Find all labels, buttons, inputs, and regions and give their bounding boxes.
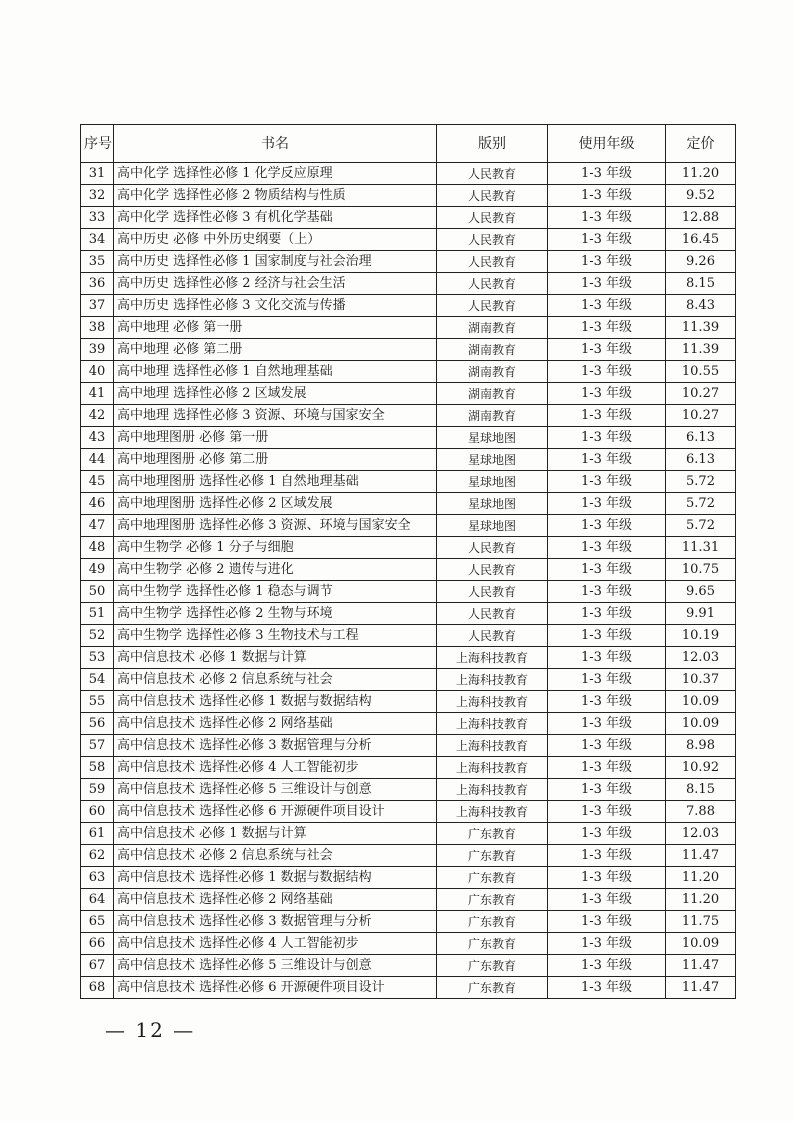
price-cell: 16.45: [666, 229, 736, 251]
row-index-cell: 40: [81, 361, 114, 383]
grade-level-cell: 1-3 年级: [548, 603, 666, 625]
table-row: [81, 933, 736, 955]
publisher-cell: 人民教育: [437, 537, 548, 559]
row-index-cell: 65: [81, 911, 114, 933]
table-row: [81, 955, 736, 977]
price-cell: 6.13: [666, 449, 736, 471]
table-row: [81, 229, 736, 251]
book-title-cell: 高中地理图册 选择性必修 3 资源、环境与国家安全: [114, 515, 437, 537]
book-title-cell: 高中生物学 必修 1 分子与细胞: [114, 537, 437, 559]
grade-level-cell: 1-3 年级: [548, 317, 666, 339]
grade-level-cell: 1-3 年级: [548, 405, 666, 427]
row-index-cell: 42: [81, 405, 114, 427]
row-index-cell: 37: [81, 295, 114, 317]
book-title-cell: 高中信息技术 选择性必修 4 人工智能初步: [114, 933, 437, 955]
grade-level-cell: 1-3 年级: [548, 185, 666, 207]
publisher-cell: 上海科技教育: [437, 647, 548, 669]
book-title-cell: 高中历史 选择性必修 2 经济与社会生活: [114, 273, 437, 295]
row-index-cell: 62: [81, 845, 114, 867]
grade-level-cell: 1-3 年级: [548, 955, 666, 977]
grade-level-cell: 1-3 年级: [548, 493, 666, 515]
price-cell: 11.47: [666, 845, 736, 867]
price-cell: 9.52: [666, 185, 736, 207]
row-index-cell: 34: [81, 229, 114, 251]
book-title-cell: 高中信息技术 选择性必修 1 数据与数据结构: [114, 867, 437, 889]
publisher-cell: 上海科技教育: [437, 691, 548, 713]
book-title-cell: 高中地理图册 选择性必修 1 自然地理基础: [114, 471, 437, 493]
book-title-cell: 高中化学 选择性必修 1 化学反应原理: [114, 163, 437, 185]
table-row: [81, 713, 736, 735]
grade-level-cell: 1-3 年级: [548, 427, 666, 449]
header-grade: 使用年级: [548, 125, 666, 163]
publisher-cell: 人民教育: [437, 207, 548, 229]
price-cell: 11.20: [666, 889, 736, 911]
grade-level-cell: 1-3 年级: [548, 251, 666, 273]
table-row: [81, 603, 736, 625]
price-cell: 7.88: [666, 801, 736, 823]
book-title-cell: 高中信息技术 选择性必修 3 数据管理与分析: [114, 911, 437, 933]
price-cell: 11.31: [666, 537, 736, 559]
publisher-cell: 人民教育: [437, 295, 548, 317]
book-title-cell: 高中历史 选择性必修 3 文化交流与传播: [114, 295, 437, 317]
publisher-cell: 湖南教育: [437, 361, 548, 383]
table-row: [81, 427, 736, 449]
table-row: [81, 911, 736, 933]
grade-level-cell: 1-3 年级: [548, 779, 666, 801]
row-index-cell: 63: [81, 867, 114, 889]
publisher-cell: 广东教育: [437, 933, 548, 955]
table-row: [81, 559, 736, 581]
book-title-cell: 高中信息技术 选择性必修 4 人工智能初步: [114, 757, 437, 779]
table-row: [81, 361, 736, 383]
table-row: [81, 383, 736, 405]
publisher-cell: 星球地图: [437, 471, 548, 493]
row-index-cell: 64: [81, 889, 114, 911]
table-row: [81, 405, 736, 427]
book-title-cell: 高中生物学 选择性必修 3 生物技术与工程: [114, 625, 437, 647]
row-index-cell: 43: [81, 427, 114, 449]
row-index-cell: 41: [81, 383, 114, 405]
row-index-cell: 45: [81, 471, 114, 493]
book-title-cell: 高中地理 选择性必修 2 区域发展: [114, 383, 437, 405]
price-cell: 6.13: [666, 427, 736, 449]
grade-level-cell: 1-3 年级: [548, 515, 666, 537]
publisher-cell: 广东教育: [437, 955, 548, 977]
price-cell: 5.72: [666, 493, 736, 515]
row-index-cell: 68: [81, 977, 114, 999]
book-title-cell: 高中信息技术 选择性必修 5 三维设计与创意: [114, 955, 437, 977]
publisher-cell: 星球地图: [437, 515, 548, 537]
publisher-cell: 星球地图: [437, 427, 548, 449]
row-index-cell: 32: [81, 185, 114, 207]
book-title-cell: 高中地理 选择性必修 1 自然地理基础: [114, 361, 437, 383]
price-cell: 12.88: [666, 207, 736, 229]
row-index-cell: 48: [81, 537, 114, 559]
grade-level-cell: 1-3 年级: [548, 889, 666, 911]
price-cell: 10.92: [666, 757, 736, 779]
publisher-cell: 人民教育: [437, 185, 548, 207]
table-row: [81, 757, 736, 779]
table-row: [81, 185, 736, 207]
table-row: [81, 163, 736, 185]
table-row: [81, 691, 736, 713]
price-cell: 11.47: [666, 955, 736, 977]
row-index-cell: 50: [81, 581, 114, 603]
grade-level-cell: 1-3 年级: [548, 823, 666, 845]
table-header-row: [81, 125, 736, 163]
grade-level-cell: 1-3 年级: [548, 977, 666, 999]
grade-level-cell: 1-3 年级: [548, 933, 666, 955]
price-cell: 12.03: [666, 823, 736, 845]
price-cell: 8.43: [666, 295, 736, 317]
price-cell: 9.65: [666, 581, 736, 603]
grade-level-cell: 1-3 年级: [548, 471, 666, 493]
publisher-cell: 人民教育: [437, 251, 548, 273]
book-title-cell: 高中地理 必修 第二册: [114, 339, 437, 361]
table-row: [81, 779, 736, 801]
price-cell: 9.26: [666, 251, 736, 273]
publisher-cell: 人民教育: [437, 581, 548, 603]
book-title-cell: 高中信息技术 选择性必修 1 数据与数据结构: [114, 691, 437, 713]
row-index-cell: 58: [81, 757, 114, 779]
grade-level-cell: 1-3 年级: [548, 229, 666, 251]
grade-level-cell: 1-3 年级: [548, 339, 666, 361]
book-title-cell: 高中生物学 选择性必修 2 生物与环境: [114, 603, 437, 625]
table-row: [81, 295, 736, 317]
grade-level-cell: 1-3 年级: [548, 867, 666, 889]
table-row: [81, 647, 736, 669]
table-body: [81, 163, 736, 999]
table-row: [81, 845, 736, 867]
table-row: [81, 801, 736, 823]
row-index-cell: 39: [81, 339, 114, 361]
publisher-cell: 广东教育: [437, 823, 548, 845]
row-index-cell: 60: [81, 801, 114, 823]
grade-level-cell: 1-3 年级: [548, 383, 666, 405]
price-cell: 8.15: [666, 779, 736, 801]
row-index-cell: 53: [81, 647, 114, 669]
table-row: [81, 339, 736, 361]
table-row: [81, 735, 736, 757]
book-title-cell: 高中生物学 选择性必修 1 稳态与调节: [114, 581, 437, 603]
price-cell: 10.19: [666, 625, 736, 647]
grade-level-cell: 1-3 年级: [548, 581, 666, 603]
table-row: [81, 273, 736, 295]
book-title-cell: 高中地理 必修 第一册: [114, 317, 437, 339]
table-row: [81, 207, 736, 229]
table-row: [81, 581, 736, 603]
price-cell: 10.09: [666, 713, 736, 735]
grade-level-cell: 1-3 年级: [548, 647, 666, 669]
row-index-cell: 67: [81, 955, 114, 977]
row-index-cell: 51: [81, 603, 114, 625]
grade-level-cell: 1-3 年级: [548, 735, 666, 757]
row-index-cell: 49: [81, 559, 114, 581]
book-title-cell: 高中信息技术 必修 1 数据与计算: [114, 823, 437, 845]
grade-level-cell: 1-3 年级: [548, 537, 666, 559]
header-publisher: 版别: [437, 125, 548, 163]
publisher-cell: 上海科技教育: [437, 779, 548, 801]
publisher-cell: 广东教育: [437, 867, 548, 889]
publisher-cell: 上海科技教育: [437, 713, 548, 735]
publisher-cell: 星球地图: [437, 449, 548, 471]
grade-level-cell: 1-3 年级: [548, 669, 666, 691]
table-row: [81, 625, 736, 647]
price-cell: 9.91: [666, 603, 736, 625]
grade-level-cell: 1-3 年级: [548, 911, 666, 933]
row-index-cell: 44: [81, 449, 114, 471]
price-cell: 10.37: [666, 669, 736, 691]
table-row: [81, 823, 736, 845]
grade-level-cell: 1-3 年级: [548, 361, 666, 383]
book-title-cell: 高中信息技术 选择性必修 3 数据管理与分析: [114, 735, 437, 757]
row-index-cell: 57: [81, 735, 114, 757]
publisher-cell: 上海科技教育: [437, 735, 548, 757]
grade-level-cell: 1-3 年级: [548, 625, 666, 647]
price-cell: 11.39: [666, 339, 736, 361]
book-title-cell: 高中历史 选择性必修 1 国家制度与社会治理: [114, 251, 437, 273]
price-cell: 10.27: [666, 405, 736, 427]
book-title-cell: 高中地理图册 选择性必修 2 区域发展: [114, 493, 437, 515]
price-cell: 8.98: [666, 735, 736, 757]
publisher-cell: 广东教育: [437, 889, 548, 911]
publisher-cell: 广东教育: [437, 845, 548, 867]
publisher-cell: 上海科技教育: [437, 757, 548, 779]
price-cell: 10.55: [666, 361, 736, 383]
price-cell: 5.72: [666, 471, 736, 493]
table-row: [81, 515, 736, 537]
header-price: 定价: [666, 125, 736, 163]
row-index-cell: 33: [81, 207, 114, 229]
grade-level-cell: 1-3 年级: [548, 845, 666, 867]
book-title-cell: 高中信息技术 必修 1 数据与计算: [114, 647, 437, 669]
grade-level-cell: 1-3 年级: [548, 163, 666, 185]
row-index-cell: 55: [81, 691, 114, 713]
price-cell: 5.72: [666, 515, 736, 537]
publisher-cell: 人民教育: [437, 625, 548, 647]
table-row: [81, 317, 736, 339]
row-index-cell: 31: [81, 163, 114, 185]
row-index-cell: 38: [81, 317, 114, 339]
price-cell: 10.75: [666, 559, 736, 581]
price-cell: 10.09: [666, 933, 736, 955]
publisher-cell: 星球地图: [437, 493, 548, 515]
grade-level-cell: 1-3 年级: [548, 801, 666, 823]
book-title-cell: 高中信息技术 选择性必修 5 三维设计与创意: [114, 779, 437, 801]
book-title-cell: 高中地理 选择性必修 3 资源、环境与国家安全: [114, 405, 437, 427]
grade-level-cell: 1-3 年级: [548, 295, 666, 317]
book-title-cell: 高中化学 选择性必修 2 物质结构与性质: [114, 185, 437, 207]
book-title-cell: 高中信息技术 选择性必修 2 网络基础: [114, 713, 437, 735]
book-title-cell: 高中信息技术 必修 2 信息系统与社会: [114, 669, 437, 691]
publisher-cell: 人民教育: [437, 163, 548, 185]
header-index: 序号: [81, 125, 114, 163]
book-title-cell: 高中信息技术 选择性必修 6 开源硬件项目设计: [114, 801, 437, 823]
publisher-cell: 湖南教育: [437, 405, 548, 427]
price-cell: 11.20: [666, 867, 736, 889]
textbook-price-table: [80, 124, 736, 999]
table-row: [81, 251, 736, 273]
publisher-cell: 人民教育: [437, 273, 548, 295]
grade-level-cell: 1-3 年级: [548, 207, 666, 229]
book-title-cell: 高中历史 必修 中外历史纲要（上）: [114, 229, 437, 251]
table-row: [81, 449, 736, 471]
row-index-cell: 52: [81, 625, 114, 647]
price-cell: 11.47: [666, 977, 736, 999]
price-cell: 10.09: [666, 691, 736, 713]
grade-level-cell: 1-3 年级: [548, 559, 666, 581]
book-title-cell: 高中地理图册 必修 第一册: [114, 427, 437, 449]
row-index-cell: 56: [81, 713, 114, 735]
table-row: [81, 889, 736, 911]
publisher-cell: 湖南教育: [437, 383, 548, 405]
header-title: 书名: [114, 125, 437, 163]
book-title-cell: 高中信息技术 必修 2 信息系统与社会: [114, 845, 437, 867]
publisher-cell: 湖南教育: [437, 317, 548, 339]
price-cell: 11.39: [666, 317, 736, 339]
price-cell: 12.03: [666, 647, 736, 669]
publisher-cell: 上海科技教育: [437, 669, 548, 691]
row-index-cell: 66: [81, 933, 114, 955]
publisher-cell: 人民教育: [437, 603, 548, 625]
table-row: [81, 493, 736, 515]
row-index-cell: 35: [81, 251, 114, 273]
grade-level-cell: 1-3 年级: [548, 691, 666, 713]
row-index-cell: 61: [81, 823, 114, 845]
publisher-cell: 广东教育: [437, 911, 548, 933]
grade-level-cell: 1-3 年级: [548, 273, 666, 295]
book-title-cell: 高中地理图册 必修 第二册: [114, 449, 437, 471]
book-title-cell: 高中信息技术 选择性必修 2 网络基础: [114, 889, 437, 911]
page-number: — 12 —: [105, 1018, 196, 1042]
table-row: [81, 977, 736, 999]
publisher-cell: 人民教育: [437, 559, 548, 581]
price-cell: 10.27: [666, 383, 736, 405]
grade-level-cell: 1-3 年级: [548, 713, 666, 735]
row-index-cell: 59: [81, 779, 114, 801]
price-cell: 11.75: [666, 911, 736, 933]
grade-level-cell: 1-3 年级: [548, 449, 666, 471]
row-index-cell: 54: [81, 669, 114, 691]
table-row: [81, 537, 736, 559]
publisher-cell: 上海科技教育: [437, 801, 548, 823]
table-row: [81, 867, 736, 889]
row-index-cell: 46: [81, 493, 114, 515]
publisher-cell: 湖南教育: [437, 339, 548, 361]
book-title-cell: 高中生物学 必修 2 遗传与进化: [114, 559, 437, 581]
price-cell: 11.20: [666, 163, 736, 185]
grade-level-cell: 1-3 年级: [548, 757, 666, 779]
row-index-cell: 36: [81, 273, 114, 295]
book-title-cell: 高中信息技术 选择性必修 6 开源硬件项目设计: [114, 977, 437, 999]
book-title-cell: 高中化学 选择性必修 3 有机化学基础: [114, 207, 437, 229]
publisher-cell: 广东教育: [437, 977, 548, 999]
table-row: [81, 471, 736, 493]
price-cell: 8.15: [666, 273, 736, 295]
publisher-cell: 人民教育: [437, 229, 548, 251]
row-index-cell: 47: [81, 515, 114, 537]
table-row: [81, 669, 736, 691]
